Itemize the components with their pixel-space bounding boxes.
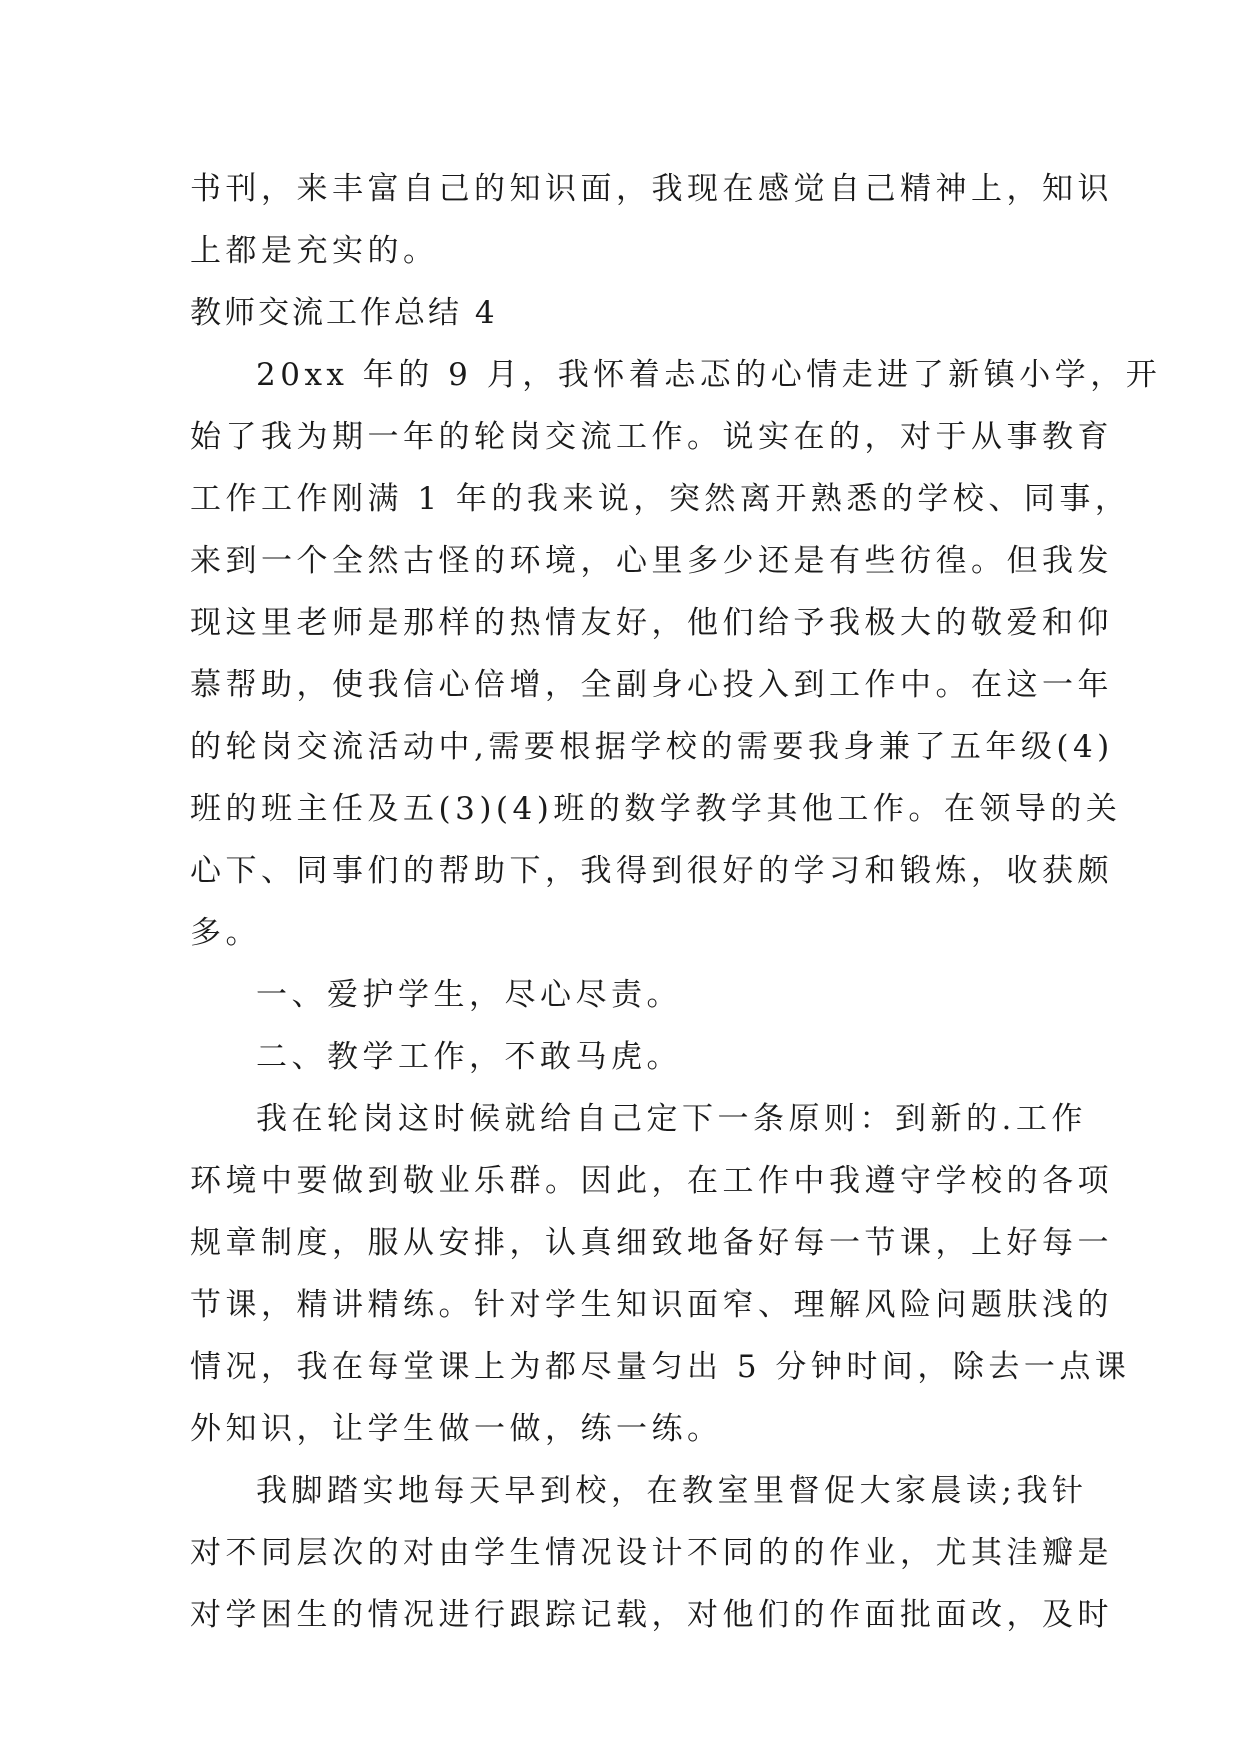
text-line: 书刊，来丰富自己的知识面，我现在感觉自己精神上，知识	[190, 171, 1113, 207]
text-line: 对学困生的情况进行跟踪记载，对他们的作面批面改，及时	[190, 1597, 1113, 1633]
text-line: 现这里老师是那样的热情友好，他们给予我极大的敬爱和仰	[190, 605, 1113, 641]
text-line: 我脚踏实地每天早到校，在教室里督促大家晨读;我针	[256, 1473, 1088, 1509]
text-line: 节课，精讲精练。针对学生知识面窄、理解风险问题肤浅的	[190, 1287, 1113, 1323]
text-line: 始了我为期一年的轮岗交流工作。说实在的，对于从事教育	[190, 419, 1113, 455]
text-line: 慕帮助，使我信心倍增，全副身心投入到工作中。在这一年	[190, 667, 1113, 703]
text-line: 上都是充实的。	[190, 233, 439, 269]
text-line: 二、教学工作，不敢马虎。	[256, 1039, 682, 1075]
text-line: 的轮岗交流活动中,需要根据学校的需要我身兼了五年级(4)	[190, 729, 1114, 765]
text-line: 规章制度，服从安排，认真细致地备好每一节课，上好每一	[190, 1225, 1113, 1261]
text-line: 班的班主任及五(3)(4)班的数学教学其他工作。在领导的关	[190, 791, 1122, 827]
text-line: 环境中要做到敬业乐群。因此，在工作中我遵守学校的各项	[190, 1163, 1113, 1199]
text-line: 对不同层次的对由学生情况设计不同的的作业，尤其洼瓣是	[190, 1535, 1113, 1571]
text-line: 情况，我在每堂课上为都尽量匀出 5 分钟时间，除去一点课	[190, 1349, 1131, 1385]
text-line: 心下、同事们的帮助下，我得到很好的学习和锻炼，收获颇	[190, 853, 1113, 889]
text-line: 20xx 年的 9 月，我怀着忐忑的心情走进了新镇小学，开	[256, 357, 1162, 393]
text-line: 来到一个全然古怪的环境，心里多少还是有些彷徨。但我发	[190, 543, 1113, 579]
text-line: 工作工作刚满 1 年的我来说，突然离开熟悉的学校、同事，	[190, 481, 1131, 517]
document-body	[190, 158, 1162, 1646]
text-line: 多。	[190, 915, 261, 951]
section-title: 教师交流工作总结 4	[190, 295, 498, 331]
text-line: 一、爱护学生，尽心尽责。	[256, 977, 682, 1013]
text-line: 外知识，让学生做一做，练一练。	[190, 1411, 723, 1447]
text-line: 我在轮岗这时候就给自己定下一条原则：到新的.工作	[256, 1101, 1087, 1137]
